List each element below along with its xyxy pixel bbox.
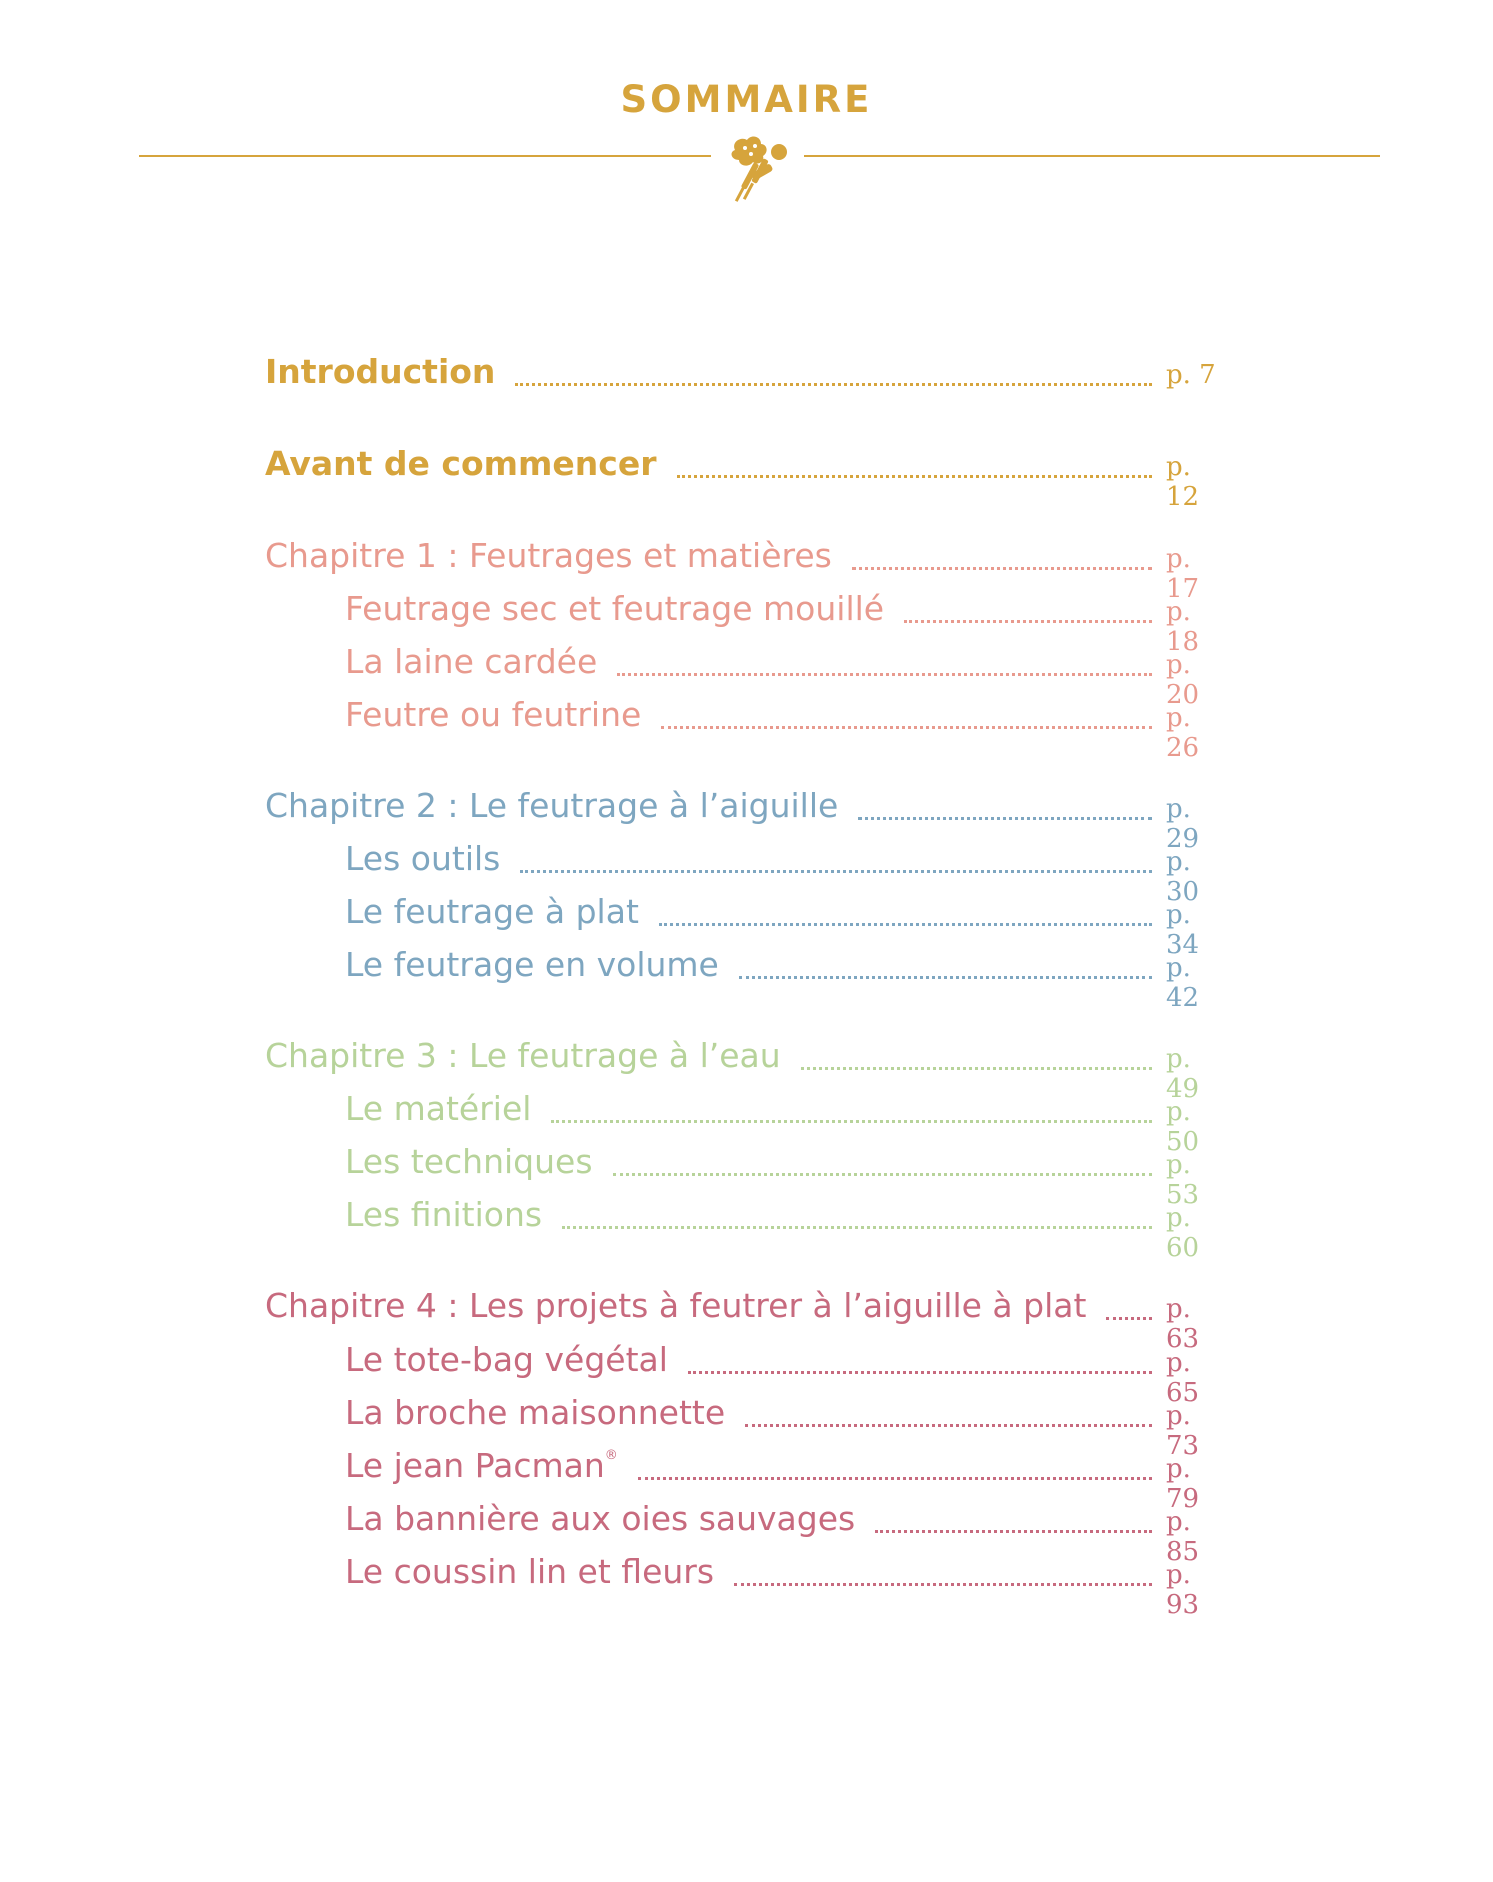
toc-item-label: Feutrage sec et feutrage mouillé xyxy=(345,589,885,628)
toc-chapter-label: Chapitre 2 : Le feutrage à l’aiguille xyxy=(265,786,839,825)
toc-item-label: Le coussin lin et fleurs xyxy=(345,1552,715,1591)
toc-item-label: Le matériel xyxy=(345,1089,532,1128)
toc-page-number: p. 79 xyxy=(1166,1454,1200,1514)
toc-item[interactable] xyxy=(345,892,1230,960)
dot-leader xyxy=(515,383,1152,386)
toc-item-label: Les finitions xyxy=(345,1195,543,1234)
toc-item[interactable] xyxy=(345,1195,1230,1263)
toc-item-label: Les techniques xyxy=(345,1142,593,1181)
toc-page-number: p. 73 xyxy=(1166,1401,1200,1461)
toc-item-label: Le tote-bag végétal xyxy=(345,1340,668,1379)
toc-page-number: p. 63 xyxy=(1166,1294,1200,1354)
toc-chapter-4[interactable] xyxy=(265,1286,1230,1354)
toc-page-number: p. 53 xyxy=(1166,1150,1200,1210)
toc-page-number: p. 7 xyxy=(1166,360,1216,390)
toc-chapter-label: Chapitre 1 : Feutrages et matières xyxy=(265,536,832,575)
toc-item[interactable] xyxy=(345,1340,1230,1408)
dot-leader xyxy=(562,1226,1152,1229)
toc-chapter-2[interactable] xyxy=(265,786,1230,854)
dot-leader xyxy=(520,870,1152,873)
dot-leader xyxy=(688,1371,1152,1374)
toc-entry-introduction[interactable] xyxy=(265,352,1230,396)
toc-item[interactable] xyxy=(345,695,1230,763)
toc-item[interactable] xyxy=(345,1552,1230,1620)
toc-page-number: p. 34 xyxy=(1166,900,1200,960)
toc-item-label xyxy=(345,1446,618,1485)
toc-page-number: p. 18 xyxy=(1166,597,1200,657)
page-title: SOMMAIRE xyxy=(620,78,873,121)
dot-leader xyxy=(638,1477,1152,1480)
dot-leader xyxy=(613,1173,1152,1176)
dot-leader xyxy=(617,673,1152,676)
toc-page-number: p. 65 xyxy=(1166,1348,1200,1408)
toc-item[interactable] xyxy=(345,1142,1230,1210)
toc-item[interactable] xyxy=(345,589,1230,657)
toc-page-number: p. 85 xyxy=(1166,1507,1200,1567)
dot-leader xyxy=(661,726,1152,729)
dot-leader xyxy=(745,1424,1152,1427)
dot-leader xyxy=(904,620,1152,623)
toc-page-number: p. 20 xyxy=(1166,650,1200,710)
toc-page-number: p. 17 xyxy=(1166,544,1200,604)
dot-leader xyxy=(551,1120,1152,1123)
dot-leader xyxy=(659,923,1152,926)
toc-chapter-label: Chapitre 4 : Les projets à feutrer à l’aiguille à plat xyxy=(265,1286,1087,1325)
toc-item-label: La laine cardée xyxy=(345,642,598,681)
dot-leader xyxy=(1106,1317,1152,1320)
dot-leader xyxy=(739,976,1152,979)
toc-page-number: p. 29 xyxy=(1166,794,1200,854)
toc-item[interactable] xyxy=(345,1089,1230,1157)
dot-leader xyxy=(852,567,1152,570)
toc-item-label: La broche maisonnette xyxy=(345,1393,726,1432)
toc-page-number: p. 26 xyxy=(1166,703,1200,763)
toc-item-label: Les outils xyxy=(345,839,501,878)
toc-page-number: p. 50 xyxy=(1166,1097,1200,1157)
toc-page-number: p. 60 xyxy=(1166,1203,1200,1263)
toc-item-label: La bannière aux oies sauvages xyxy=(345,1499,856,1538)
toc-page-number: p. 30 xyxy=(1166,847,1200,907)
registered-mark: ® xyxy=(604,1448,618,1463)
toc-item[interactable] xyxy=(345,642,1230,710)
toc-chapter-label: Chapitre 3 : Le feutrage à l’eau xyxy=(265,1036,781,1075)
toc-item[interactable] xyxy=(345,1499,1230,1567)
dot-leader xyxy=(858,817,1152,820)
dot-leader xyxy=(677,475,1153,478)
toc-chapter-3[interactable] xyxy=(265,1036,1230,1104)
toc-item-label: Le feutrage à plat xyxy=(345,892,639,931)
dot-leader xyxy=(734,1583,1152,1586)
toc-chapter-1[interactable] xyxy=(265,536,1230,604)
toc-item-label: Le feutrage en volume xyxy=(345,945,719,984)
toc-entry-avant-de-commencer[interactable] xyxy=(265,444,1230,512)
toc-page-number: p. 42 xyxy=(1166,953,1200,1013)
toc-page-number: p. 12 xyxy=(1166,452,1200,512)
toc-page-number: p. 93 xyxy=(1166,1560,1200,1620)
dot-leader xyxy=(875,1530,1152,1533)
toc-item[interactable] xyxy=(345,945,1230,1013)
toc-item-label: Feutre ou feutrine xyxy=(345,695,642,734)
toc-item[interactable] xyxy=(345,1446,1230,1514)
toc-entry-label: Avant de commencer xyxy=(265,444,657,483)
toc-item[interactable] xyxy=(345,839,1230,907)
toc-entry-label: Introduction xyxy=(265,352,496,391)
toc-item[interactable] xyxy=(345,1393,1230,1461)
toc-page-number: p. 49 xyxy=(1166,1044,1200,1104)
toc-item-label-text: Le jean Pacman xyxy=(345,1446,605,1485)
dot-leader xyxy=(801,1067,1152,1070)
